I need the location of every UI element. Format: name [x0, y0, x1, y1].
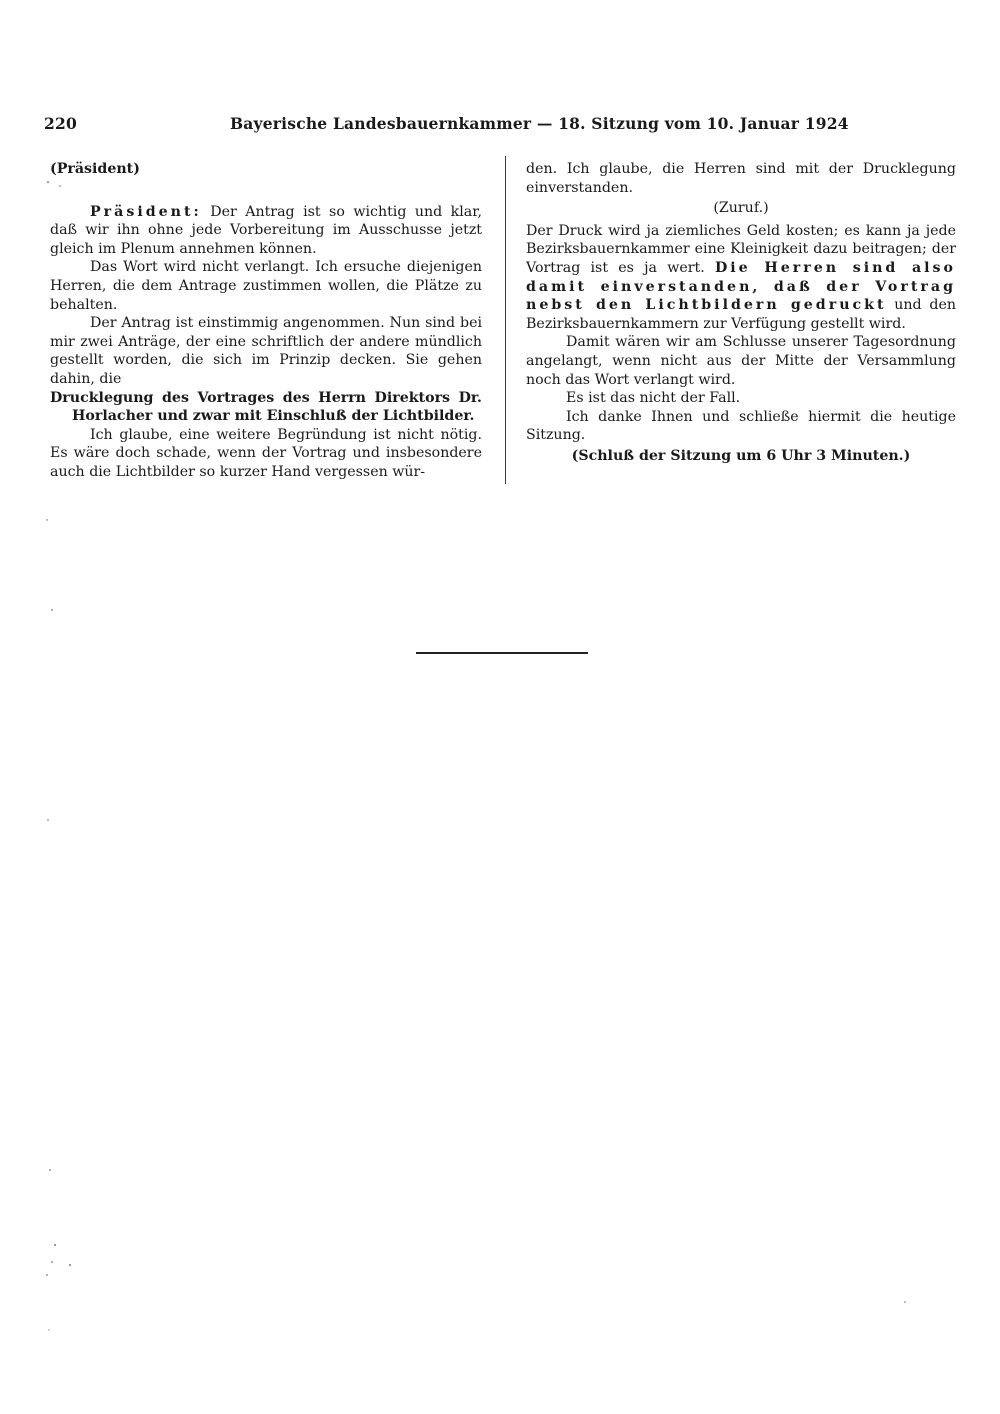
- running-title: Bayerische Landesbauernkammer — 18. Sitzung vom 10. Januar 1924: [230, 114, 849, 133]
- page-number: 220: [44, 114, 77, 133]
- paragraph: Das Wort wird nicht verlangt. Ich ersuche diejenigen Herren, die dem Antrage zustimmen wollen, die Plätze zu behalten.: [50, 259, 482, 313]
- paragraph: [50, 203, 482, 259]
- paragraph: Ich danke Ihnen und schließe hiermit die heutige Sitzung.: [526, 408, 956, 444]
- paragraph: den. Ich glaube, die Herren sind mit der Drucklegung einverstanden.: [526, 161, 956, 196]
- paragraph: [526, 222, 956, 334]
- paragraph: Der Antrag ist einstimmig angenommen. Nun sind bei mir zwei Anträge, der eine schriftlich der andere mündlich gestellt worden, die sich im Prinzip decken. Sie gehen dahin, die: [50, 315, 482, 387]
- paragraph: Ich glaube, eine weitere Begründung ist nicht nötig. Es wäre doch schade, wenn der Vortrag und insbesondere auch die Lichtbilder so kurzer Hand vergessen wür-: [50, 426, 482, 480]
- speaker-tag: (Präsident): [50, 161, 140, 177]
- motion-text: Drucklegung des Vortrages des Herrn Direktors Dr. Horlacher und zwar mit Einschluß der Lichtbilder.: [50, 389, 482, 425]
- right-column: [526, 160, 956, 466]
- column-divider: [505, 156, 506, 484]
- left-column: [50, 160, 482, 482]
- speaker-name: Präsident:: [90, 203, 202, 220]
- end-rule: [416, 652, 588, 654]
- interjection: (Zuruf.): [713, 200, 769, 217]
- paragraph-text: und den Bezirksbauernkammern zur Verfügung gestellt wird.: [526, 297, 956, 332]
- paragraph-text: Der Antrag ist so wichtig und klar, daß wir ihn ohne jede Vorbereitung im Ausschusse jetzt gleich im Plenum annehmen können.: [50, 203, 482, 257]
- paragraph: Es ist das nicht der Fall.: [566, 390, 741, 407]
- page-header: [44, 114, 849, 140]
- closing-note: (Schluß der Sitzung um 6 Uhr 3 Minuten.): [571, 447, 911, 464]
- emphasized-text: Die Herren sind also damit einverstanden, daß der Vortrag nebst den Lichtbildern gedruckt: [526, 259, 956, 314]
- paragraph: Damit wären wir am Schlusse unserer Tagesordnung angelangt, wenn nicht aus der Mitte der Versammlung noch das Wort verlangt wird.: [526, 334, 956, 388]
- paragraph-text: Der Druck wird ja ziemliches Geld kosten; es kann ja jede Bezirksbauernkammer eine Kleinigkeit dazu beitragen; der Vortrag ist es ja wert.: [526, 222, 956, 276]
